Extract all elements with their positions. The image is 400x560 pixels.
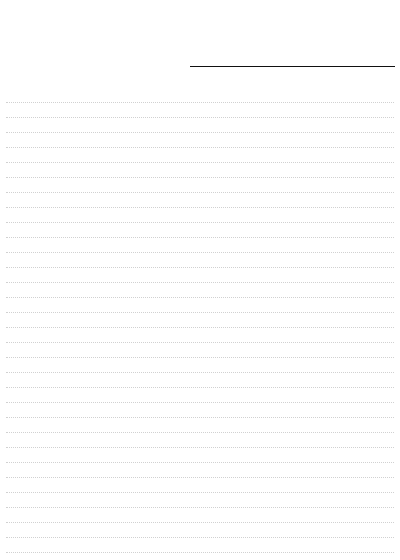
body-line bbox=[6, 298, 394, 313]
body-line bbox=[6, 313, 394, 328]
body-line bbox=[6, 373, 394, 388]
body-line bbox=[6, 268, 394, 283]
body-line bbox=[6, 328, 394, 343]
manuscript-header bbox=[190, 4, 395, 67]
basmala-line bbox=[120, 68, 310, 84]
body-line bbox=[6, 418, 394, 433]
body-line bbox=[6, 148, 394, 163]
body-line bbox=[6, 538, 394, 553]
body-line bbox=[6, 478, 394, 493]
body-line bbox=[6, 463, 394, 478]
body-line bbox=[6, 193, 394, 208]
body-line bbox=[6, 208, 394, 223]
body-line bbox=[6, 238, 394, 253]
body-line bbox=[6, 493, 394, 508]
body-line bbox=[6, 523, 394, 538]
body-line bbox=[6, 433, 394, 448]
body-line bbox=[6, 118, 394, 133]
body-line bbox=[6, 223, 394, 238]
body-line bbox=[6, 448, 394, 463]
body-line bbox=[6, 133, 394, 148]
manuscript-body bbox=[6, 88, 394, 556]
body-line bbox=[6, 88, 394, 103]
body-line bbox=[6, 343, 394, 358]
body-line bbox=[6, 508, 394, 523]
body-line bbox=[6, 403, 394, 418]
body-line bbox=[6, 358, 394, 373]
body-line bbox=[6, 388, 394, 403]
body-line bbox=[6, 163, 394, 178]
body-line bbox=[6, 253, 394, 268]
body-line bbox=[6, 103, 394, 118]
body-line bbox=[6, 178, 394, 193]
body-line bbox=[6, 283, 394, 298]
